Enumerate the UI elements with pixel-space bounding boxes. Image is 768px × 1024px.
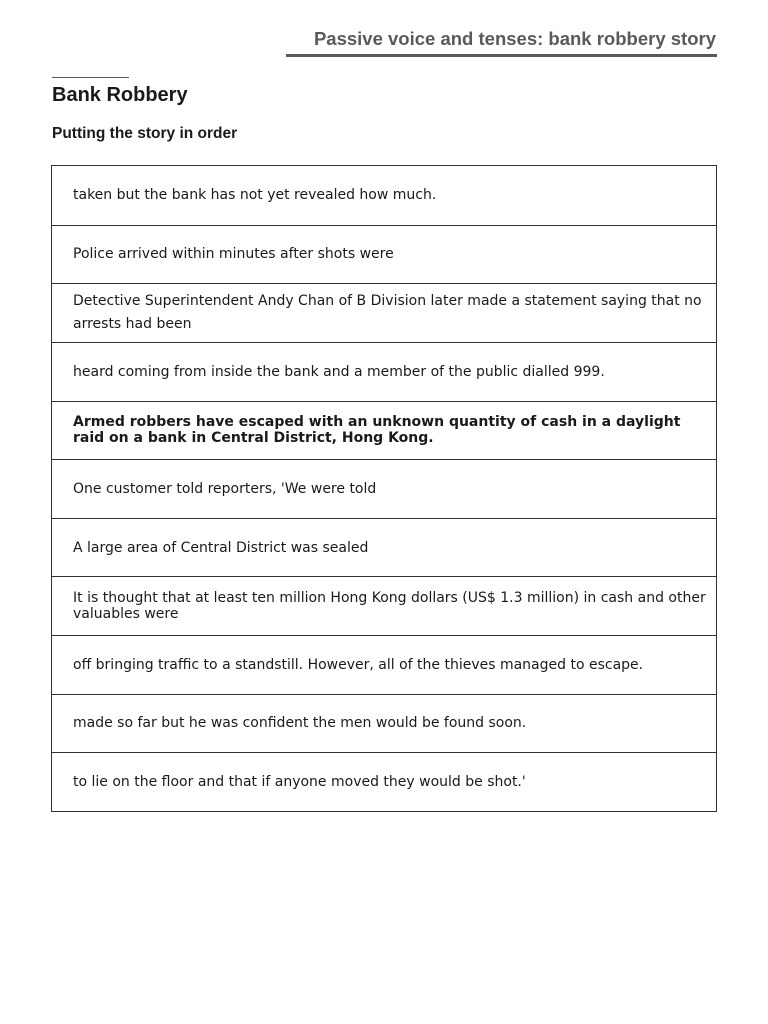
title-accent-line: [52, 77, 129, 78]
page-title: Bank Robbery: [52, 84, 188, 106]
story-strip-row: [52, 342, 716, 401]
story-strip-text: heard coming from inside the bank and a member of the public dialled 999.: [73, 363, 605, 380]
story-strip-text: One customer told reporters, 'We were told: [73, 480, 377, 497]
header-divider: [286, 54, 717, 57]
story-strip-row: [52, 694, 716, 753]
story-strip-row: [52, 166, 716, 225]
story-strip-text: to lie on the floor and that if anyone moved they would be shot.': [73, 774, 526, 791]
story-strip-row: [52, 635, 716, 694]
story-strip-row: [52, 576, 716, 635]
worksheet-header-title: Passive voice and tenses: bank robbery story: [313, 28, 716, 49]
story-strip-row: [52, 518, 716, 577]
story-strip-row: [52, 225, 716, 284]
section-subtitle: Putting the story in order: [52, 125, 238, 142]
story-strip-text: A large area of Central District was sealed: [73, 539, 369, 556]
story-strip-row: [52, 459, 716, 518]
story-strip-text: made so far but he was confident the men would be found soon.: [73, 715, 527, 732]
story-strip-row-headline: [52, 401, 716, 460]
story-strip-text-headline: Armed robbers have escaped with an unknown quantity of cash in a daylight raid on a bank in Central District, Hong Kong.: [73, 414, 681, 447]
story-strip-text: off bringing traffic to a standstill. However, all of the thieves managed to escape.: [73, 656, 644, 673]
story-strip-text: Police arrived within minutes after shots were: [73, 246, 394, 263]
story-strip-text: Detective Superintendent Andy Chan of B Division later made a statement saying that no arrests had been: [73, 293, 702, 333]
story-strip-row: [52, 283, 716, 342]
story-strip-text: It is thought that at least ten million Hong Kong dollars (US$ 1.3 million) in cash and other valuables were: [73, 590, 706, 623]
story-strip-row: [52, 752, 716, 811]
story-strip-text: taken but the bank has not yet revealed how much.: [73, 187, 437, 204]
story-strips-table: [51, 165, 717, 812]
